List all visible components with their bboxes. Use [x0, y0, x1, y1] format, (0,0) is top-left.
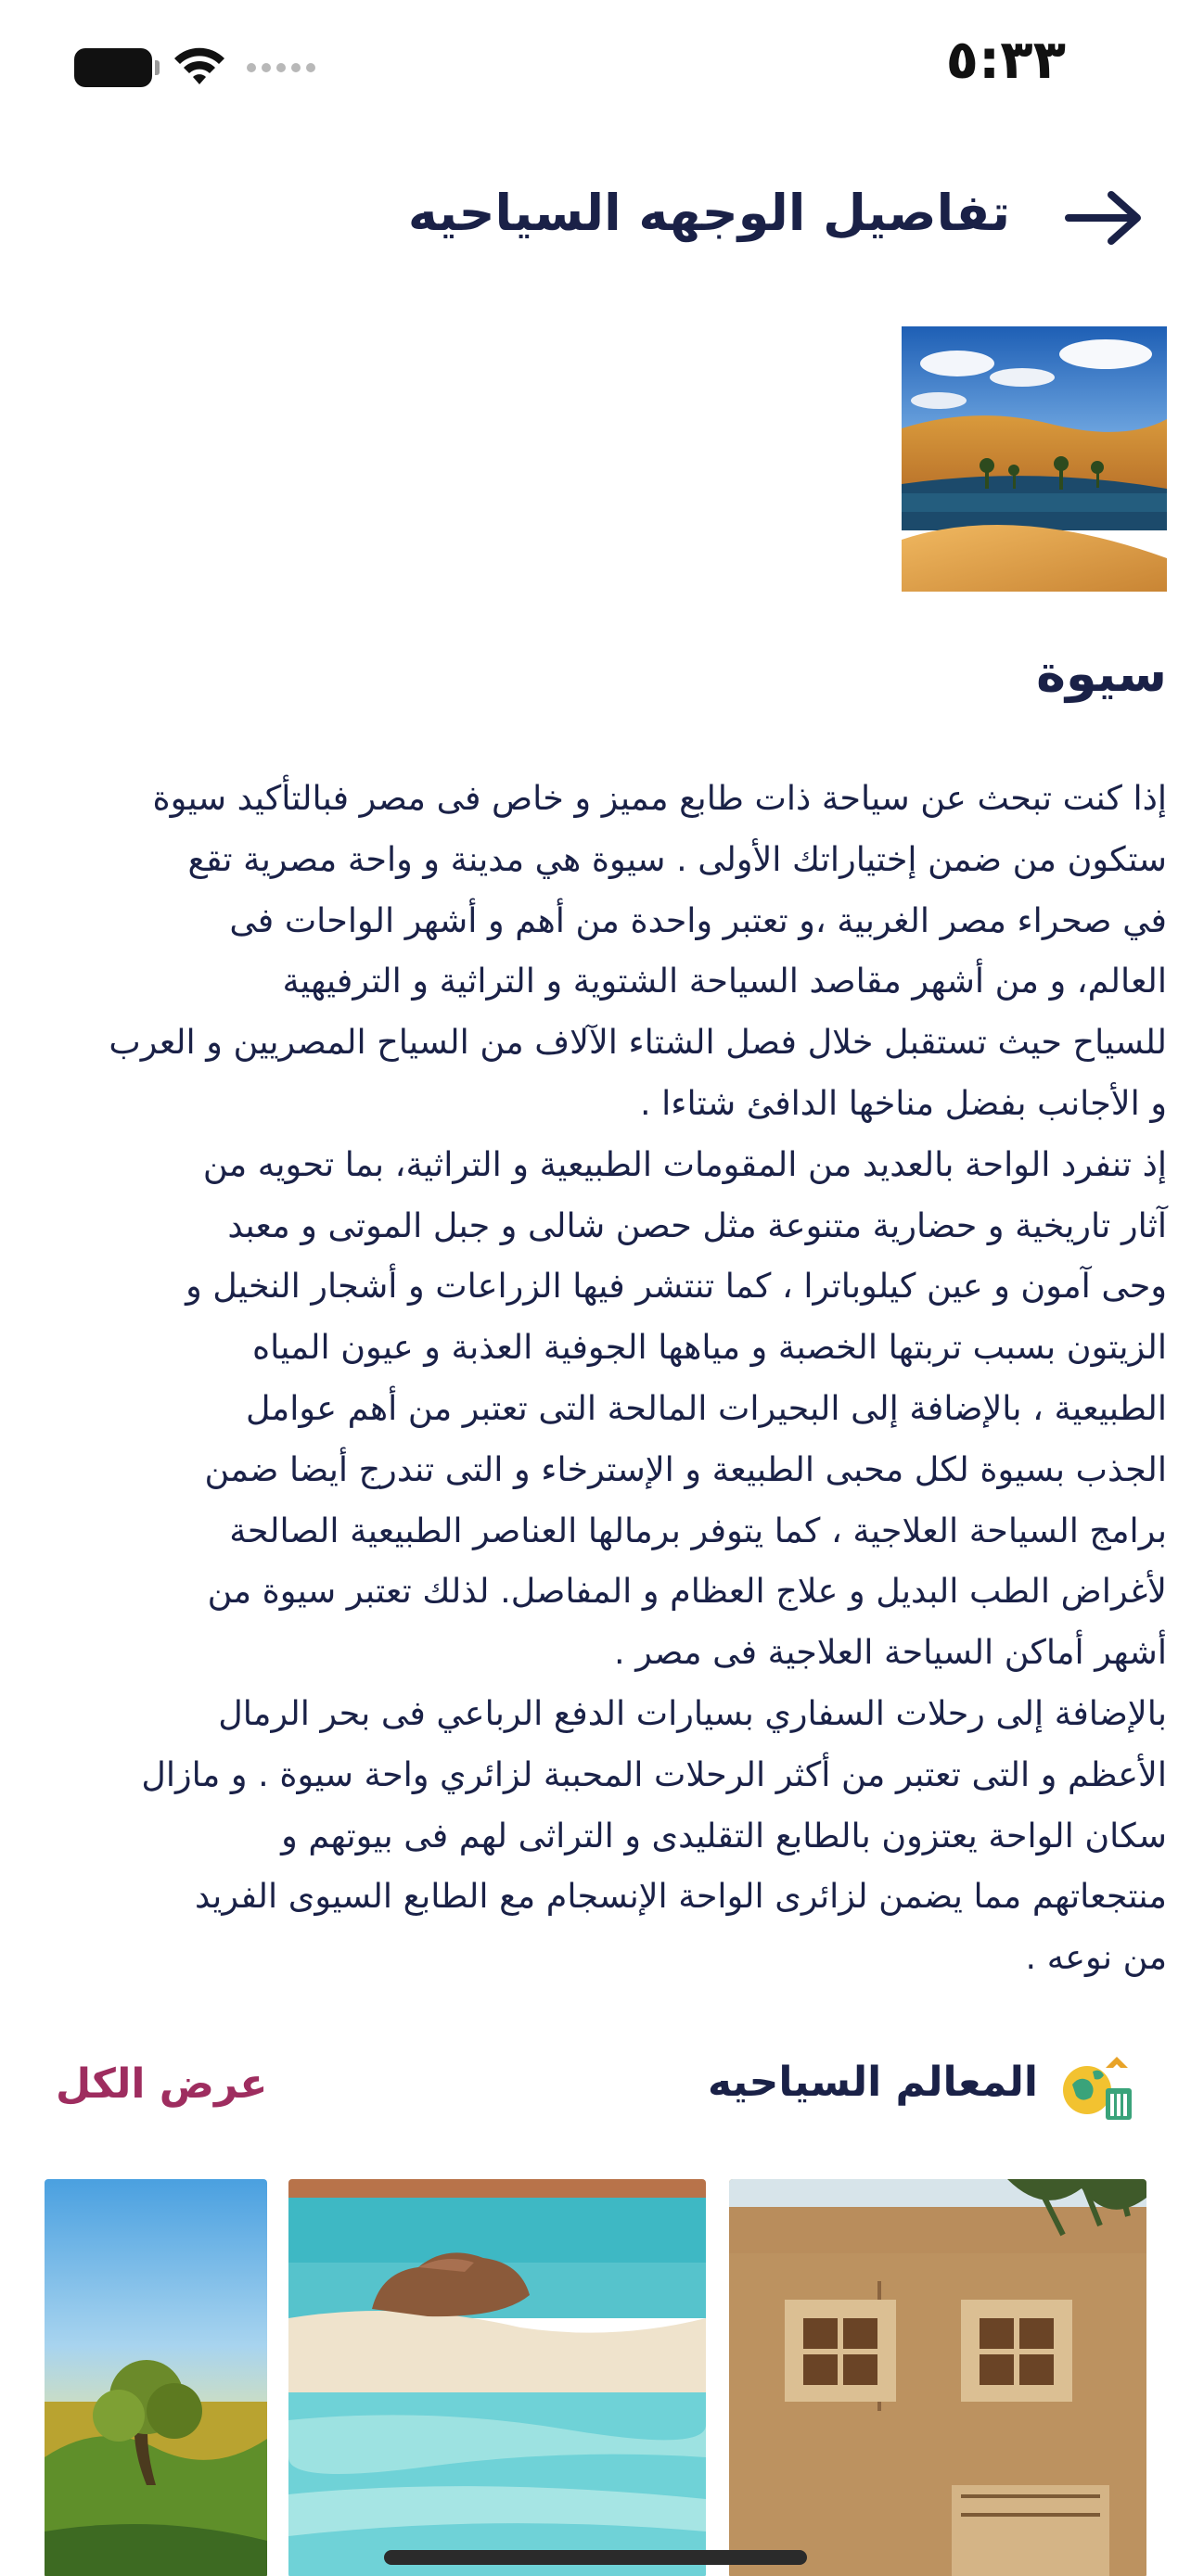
cellular-signal-icon — [247, 63, 315, 72]
status-time: ٥:٣٣ — [945, 28, 1066, 91]
wifi-icon — [173, 47, 226, 88]
destination-image — [902, 326, 1167, 592]
status-icons — [74, 45, 315, 91]
landmarks-icon — [1059, 2047, 1137, 2125]
landmarks-carousel[interactable] — [0, 2179, 1191, 2576]
landmarks-section-header — [0, 2040, 1191, 2133]
top-header — [0, 167, 1191, 269]
battery-icon — [74, 48, 152, 87]
page-title: تفاصيل الوجهه السياحيه — [407, 184, 1010, 242]
landmark-card-mud-building[interactable] — [729, 2179, 1146, 2576]
destination-description: إذا كنت تبحث عن سياحة ذات طابع مميز و خاص فى مصر فبالتأكيد سيوة ستكون من ضمن إختياراتك الأولى . سيوة هي مدينة و واحة مصرية تقع في صحراء مصر الغربية ،و تعتبر واحدة من أهم و أشهر الواحات فى العالم، و من أشهر مقاصد السياحة الشتوية و التراثية و الترفيهية للسياح حيث تستقبل خلال فصل الشتاء الآلاف من السياح المصريين و العرب و الأجانب بفضل مناخها الدافئ شتاءا . إذ تنفرد الواحة بالعديد من المقومات الطبيعية و التراثية، بما تحويه من آثار تاريخية و حضارية متنوعة مثل حصن شالى و جبل الموتى و معبد وحى آمون و عين كيلوباترا ، كما تنتشر فيها الزراعات و أشجار النخيل و الزيتون بسبب تربتها الخصبة و مياهها الجوفية العذبة و عيون المياه الطبيعية ، بالإضافة إلى البحيرات المالحة التى تعتبر من أهم عوامل الجذب بسيوة لكل محبى الطبيعة و الإسترخاء و التى تندرج أيضا ضمن برامج السياحة العلاجية ، كما يتوفر برمالها العناصر الطبيعية الصالحة لأغراض الطب البديل و علاج العظام و المفاصل. لذلك تعتبر سيوة من أشهر أماكن السياحة العلاجية فى مصر . بالإضافة إلى رحلات السفاري بسيارات الدفع الرباعي فى بحر الرمال الأعظم و التى تعتبر من أكثر الرحلات المحببة لزائري واحة سيوة . و مازال سكان الواحة يعتزون بالطابع التقليدى و التراثى لهم فى بيوتهم و منتجعاتهم مما يضمن لزائرى الواحة الإنسجام مع الطابع السيوى الفريد من نوعه . — [109, 778, 1167, 1978]
view-all-link[interactable]: عرض الكل — [56, 2060, 268, 2108]
status-bar — [0, 0, 1191, 139]
destination-name: سيوة — [1036, 644, 1167, 703]
landmark-card-oasis[interactable] — [45, 2179, 267, 2576]
landmarks-section-title: المعالم السياحيه — [707, 2059, 1038, 2106]
home-indicator — [384, 2550, 807, 2565]
landmark-card-salt-lake[interactable] — [288, 2179, 706, 2576]
arrow-right-icon[interactable] — [1063, 185, 1146, 250]
